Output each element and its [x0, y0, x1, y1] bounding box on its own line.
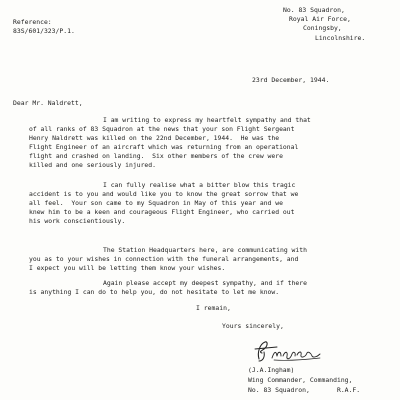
- handwritten-signature: [250, 338, 324, 364]
- paragraph-1-line-1: I am writing to express my heartfelt sympathy and that: [103, 116, 311, 124]
- paragraph-3-line-3: I expect you will be letting them know your wishes.: [29, 264, 226, 272]
- paragraph-1-line-2: of all ranks of 83 Squadron at the news that your son Flight Sergeant: [29, 125, 295, 133]
- paragraph-4-line-1: Again please accept my deepest sympathy, and if there: [103, 279, 307, 287]
- signatory-name: (J.A.Ingham): [248, 366, 295, 374]
- signatory-rank: Wing Commander, Commanding,: [248, 376, 353, 384]
- reference-number: 83S/601/323/P.1.: [13, 27, 75, 35]
- address-line-2: Royal Air Force,: [289, 15, 351, 23]
- letter-date: 23rd December, 1944.: [252, 76, 330, 84]
- signatory-unit: No. 83 Squadron, R.A.F.: [248, 386, 361, 394]
- paragraph-2-line-5: his work conscientiously.: [29, 217, 126, 225]
- closing-yours: Yours sincerely,: [222, 322, 284, 330]
- salutation: Dear Mr. Naldrett,: [13, 99, 83, 107]
- paragraph-1-line-3: Henry Naldrett was killed on the 22nd December, 1944. He was the: [29, 134, 280, 142]
- paragraph-2-line-3: all feel. Your son came to my Squadron in May of this year and we: [29, 199, 283, 207]
- paragraph-2-line-2: accident is to you and would like you to know the great sorrow that we: [29, 190, 299, 198]
- paragraph-1-line-4: Flight Engineer of an aircraft which was returning from an operational: [29, 143, 299, 151]
- paragraph-3: [29, 246, 307, 273]
- address-line-3: Coningsby,: [303, 24, 342, 32]
- paragraph-3-line-2: you as to your wishes in connection with the funeral arrangements, and: [29, 255, 299, 263]
- paragraph-4-line-2: is anything I can do to help you, do not hesitate to let me know.: [29, 288, 280, 296]
- address-line-1: No. 83 Squadron,: [283, 6, 345, 14]
- paragraph-4: [29, 279, 307, 297]
- closing-remain: I remain,: [196, 304, 231, 312]
- reference-label: Reference:: [13, 18, 52, 26]
- paragraph-1: [29, 116, 311, 170]
- paragraph-2: [29, 181, 298, 226]
- paragraph-2-line-4: knew him to be a keen and courageous Flight Engineer, who carried out: [29, 208, 295, 216]
- paragraph-1-line-6: killed and one seriously injured.: [29, 161, 156, 169]
- paragraph-3-line-1: The Station Headquarters here, are communicating with: [103, 246, 307, 254]
- paragraph-1-line-5: flight and crashed on landing. Six other members of the crew were: [29, 152, 283, 160]
- paragraph-2-line-1: I can fully realise what a bitter blow this tragic: [103, 181, 296, 189]
- address-line-4: Lincolnshire.: [315, 34, 366, 42]
